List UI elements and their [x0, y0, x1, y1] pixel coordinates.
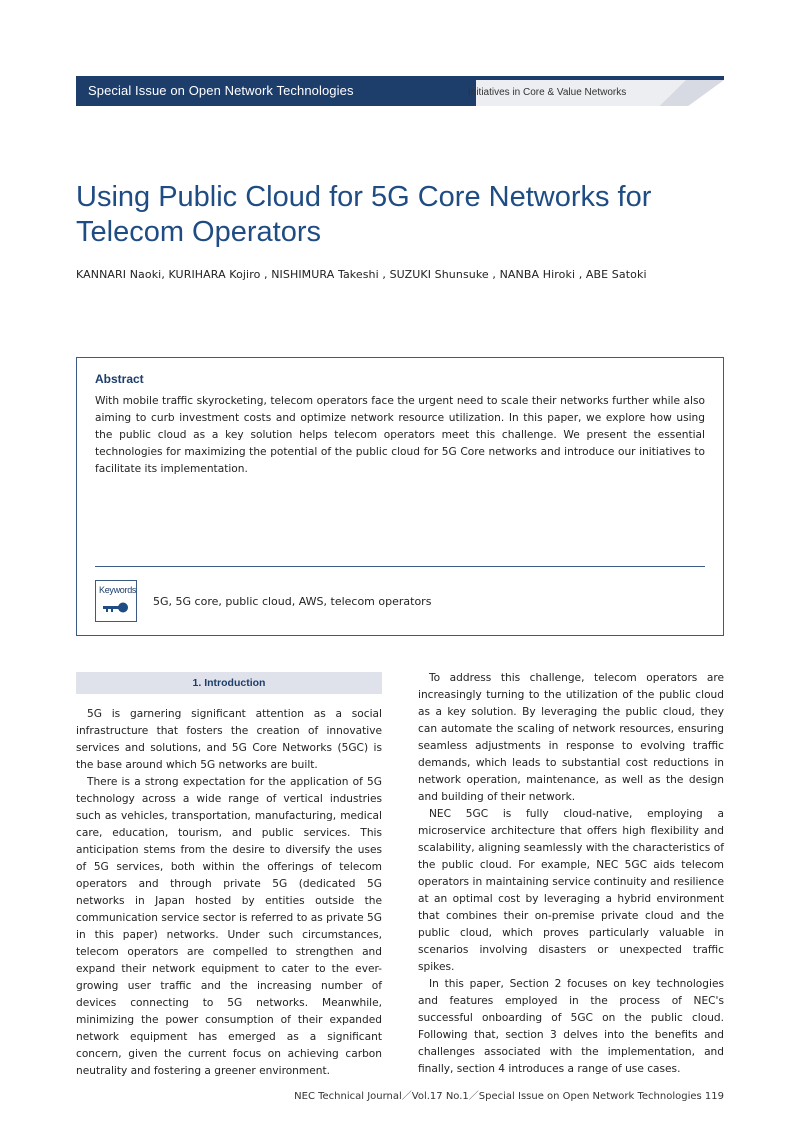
paragraph: NEC 5GC is fully cloud-native, employing a microservice architecture that offers high flexibility and scalability, aligning seamlessly with the characteristics of the public cloud. For example, NEC 5GC aids telecom operators in maintaining service continuity and resilience at an optimal cost by leveraging a hybrid environment that combines their on-premise private cloud and the public cloud, which proves particularly valuable in scenarios involving disasters or unexpected traffic spikes.	[418, 808, 724, 973]
keywords-badge	[95, 580, 137, 622]
abstract-heading: Abstract	[95, 372, 144, 386]
keywords-text: 5G, 5G core, public cloud, AWS, telecom operators	[153, 595, 432, 608]
article-title: Using Public Cloud for 5G Core Networks for Telecom Operators	[76, 181, 652, 248]
paragraph: In this paper, Section 2 focuses on key technologies and features employed in the process of NEC's successful onboarding of 5GC on the public cloud. Following that, section 3 delves into the benefits and challenges associated with the implementation, and finally, section 4 introduces a range of use cases.	[418, 978, 724, 1075]
abstract-text: With mobile traffic skyrocketing, telecom operators face the urgent need to scale their networks further while also aiming to curb investment costs and optimize network resource utilization. In this paper, we explore how using the public cloud as a key solution helps telecom operators meet this challenge. We present the essential technologies for maximizing the potential of the public cloud for 5G Core networks and introduce our initiatives to facilitate its implementation.	[95, 395, 705, 475]
header-section-title: Initiatives in Core & Value Networks	[468, 87, 627, 98]
keywords-label: Keywords	[99, 585, 137, 595]
paragraph: 5G is garnering significant attention as a social infrastructure that fosters the creation of innovative services and solutions, and 5G Core Networks (5GC) is the base around which 5G networks are built.	[76, 708, 382, 771]
section-heading-introduction: 1. Introduction	[76, 672, 382, 694]
right-column	[418, 670, 724, 1078]
paragraph: To address this challenge, telecom operators are increasingly turning to the utilization of the public cloud as a key solution. By leveraging the public cloud, they can automate the scaling of network resources, ensuring seamless adjustments in response to evolving traffic demands, which leads to substantial cost reductions in network operation, maintenance, as well as the design and building of their network.	[418, 672, 724, 803]
abstract-divider	[95, 566, 705, 567]
header-top-line	[76, 76, 724, 80]
page-footer: NEC Technical Journal／Vol.17 No.1／Special Issue on Open Network Technologies 119	[294, 1091, 724, 1102]
left-column	[76, 672, 382, 1080]
author-list: KANNARI Naoki, KURIHARA Kojiro , NISHIMURA Takeshi , SUZUKI Shunsuke , NANBA Hiroki , ABE Satoki	[76, 268, 647, 281]
header-series-title: Special Issue on Open Network Technologies	[88, 83, 354, 98]
paragraph: There is a strong expectation for the application of 5G technology across a wide range of vertical industries such as vehicles, transportation, manufacturing, medical care, education, tourism, and public services. This anticipation stems from the desire to diversify the uses of 5G services, both within the offerings of telecom operators and through private 5G (dedicated 5G networks in Japan hosted by entities outside the communication service sector is referred to as private 5G in this paper) networks. Under such circumstances, telecom operators are compelled to strengthen and expand their network equipment to cater to the ever-growing user traffic and the increasing number of devices connecting to 5G networks. Meanwhile, minimizing the power consumption of their expanded network equipment has emerged as a significant concern, given the current focus on achieving carbon neutrality and fostering a greener environment.	[76, 776, 382, 1077]
page-header-band	[76, 76, 724, 106]
abstract-box	[76, 357, 724, 636]
key-icon	[103, 602, 129, 614]
